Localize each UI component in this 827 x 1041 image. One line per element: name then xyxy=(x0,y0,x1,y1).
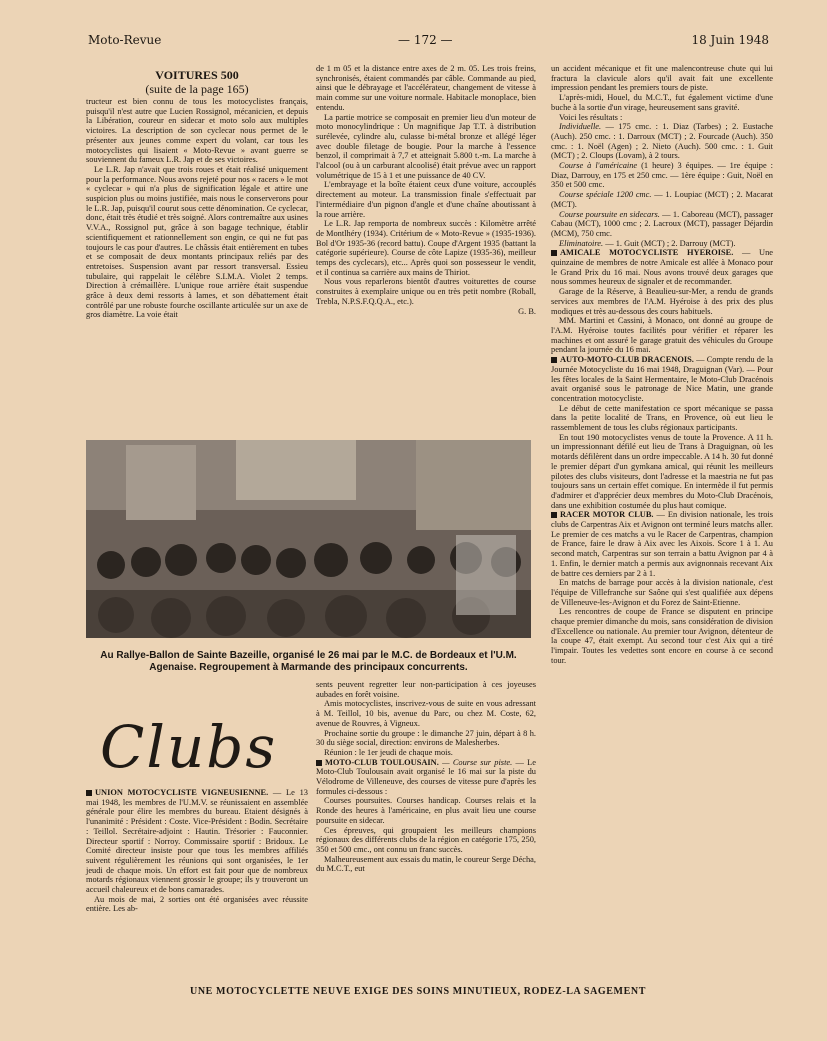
text-paragraph xyxy=(316,826,536,855)
article-signature: G. B. xyxy=(518,306,536,316)
paragraph-text: sents peuvent regretter leur non-participation à ces joyeuses aubades en forêt voisine. xyxy=(316,680,536,699)
clubs-column-1 xyxy=(86,788,308,914)
club-section-paragraph xyxy=(86,788,308,895)
club-section-paragraph xyxy=(316,758,536,797)
paragraph-text: En matchs de barrage pour accès à la division nationale, c'est l'équipe de Villefranche sur Saône qui s'est qualifiée aux dépens de Villeneuve-les-Avignon et du Forez de Saint-Etienne. xyxy=(551,578,773,607)
article-column-1 xyxy=(86,68,308,320)
footer-slogan: UNE MOTOCYCLETTE NEUVE EXIGE DES SOINS MINUTIEUX, RODEZ-LA SAGEMENT xyxy=(190,986,646,997)
text-paragraph xyxy=(551,239,773,249)
clubs-column-2 xyxy=(316,680,536,874)
text-paragraph xyxy=(551,404,773,433)
paragraph-text: Garage de la Réserve, à Beaulieu-sur-Mer, a rendu de grands services aux membres de l'A.M. Hyéroise à des prix des plus modiques et très au-dessous des cours habituels. xyxy=(551,287,773,316)
paragraph-text: un accident mécanique et fit une malencontreuse chute qui lui fractura la clavicule alors qu'il avait fait une excellente impression pendant les premiers tours de piste. xyxy=(551,64,773,93)
paragraph-text: Courses poursuites. Courses handicap. Courses relais et la Ronde des heures à l'américaine, en plus avait lieu une course poursuite en sidecar. xyxy=(316,796,536,825)
text-paragraph xyxy=(551,161,773,190)
paragraph-text: — Compte rendu de la Journée Motocycliste du 16 mai 1948, Draguignan (Var). — Pour les fêtes locales de la Saint Hermentaire, le Moto-Club Dracénois avait organisé sous le patronage de Nice Matin, une grande concentration motocycliste. xyxy=(551,355,773,403)
article-paragraph: tructeur est bien connu de tous les motocyclistes français, puisqu'il n'est autre que Lucien Rossignol, mécanicien, et depuis la Libération, coureur en sidecar et moto solo aux multiples victoires. La description de son cyclecar nous permet de le présenter aux jeunes comme expert du volant, car tous les motocyclistes qui lisaient « Moto-Revue » avant guerre se souviennent du fameux L.R. Jap et de ses victoires. xyxy=(86,97,308,165)
text-paragraph xyxy=(316,680,536,699)
paragraph-text: MM. Martini et Cassini, à Monaco, ont donné au groupe de l'A.M. Hyéroise toutes facilités pour vérifier et réparer les machines et ont assuré le garage gratuit des véhicules du Groupe pendant la journée du 16 mai. xyxy=(551,316,773,355)
paragraph-text: Ces épreuves, qui groupaient les meilleurs champions régionaux des différents clubs de la région en catégorie 175, 250, 350 et 500 cmc., ont connu un franc succès. xyxy=(316,825,536,854)
section-bullet-icon xyxy=(551,357,557,363)
article-paragraph: Nous vous reparlerons bientôt d'autres voiturettes de course construites à exemplaire unique ou en très petit nombre (Roball, Trebla, N.P.S.F.Q.Q.A., etc.). xyxy=(316,277,536,306)
text-paragraph xyxy=(551,287,773,316)
paragraph-text: — Le Moto-Club Toulousain avait organisé le 16 mai sur la piste du Vélodrome de Villeneuve, des courses de vitesse pure d'après les formules ci-dessous : xyxy=(316,757,536,796)
paragraph-lead: Course spéciale 1200 cmc. xyxy=(559,190,652,200)
paragraph-text: — Une quinzaine de membres de notre Amicale est allée à Monaco pour le Grand Prix du 16 mai. Nous avons trouvé deux garages que nous sommes heureux de signaler et de recommander. xyxy=(551,248,773,287)
header-page-number: — 172 — xyxy=(398,33,453,47)
article-paragraph: de 1 m 05 et la distance entre axes de 2 m. 05. Les trois freins, synchronisés, étaient commandés par câble. Commande au pied, ainsi que le débrayage et l'accélérateur, changement de vitesse à main comme sur une voiture normale. Habitacle monoplace, bien entendu. xyxy=(316,64,536,112)
paragraph-text: — 1. Guit (MCT) ; 2. Darrouy (MCT). xyxy=(603,238,736,248)
paragraph-text: Réunion : le 1er jeudi de chaque mois. xyxy=(324,747,453,757)
section-bullet-icon xyxy=(316,760,322,766)
paragraph-text: — 1. Caboreau (MCT), passager Cabau (MCT), 1000 cmc ; 2. Lacroux (MCT), passager Déjardin (MCM), 750 cmc. xyxy=(551,209,773,238)
paragraph-lead: Individuelle. xyxy=(559,122,602,132)
club-section-heading: MOTO-CLUB TOULOUSAIN. xyxy=(325,757,439,767)
article-column-2 xyxy=(316,64,536,316)
club-section-heading: UNION MOTOCYCLISTE VIGNEUSIENNE. xyxy=(95,788,269,797)
rally-photo-image xyxy=(86,440,531,638)
paragraph-lead: Eliminatoire. xyxy=(559,238,604,248)
section-bullet-icon xyxy=(86,790,92,796)
paragraph-text: Prochaine sortie du groupe : le dimanche 27 juin, départ à 8 h. 30 du siège social, direction: environs de Malesherbes. xyxy=(316,728,536,748)
text-paragraph xyxy=(551,433,773,511)
section-bullet-icon xyxy=(551,512,557,518)
text-paragraph xyxy=(551,210,773,239)
text-paragraph xyxy=(316,796,536,825)
text-paragraph xyxy=(551,64,773,93)
section-bullet-icon xyxy=(551,250,557,256)
article-paragraph: Le L.R. Jap remporta de nombreux succès : Kilomètre arrêté de Montlhéry (1934). Critérium de « Moto-Revue » (1935-1936). Bol d'Or 1935-36 (record battu). Coupe d'Argent 1935 (battant la catégorie supérieure). Course de côte Lapize (1935-36), meilleur temps des cyclecars), etc... Après quoi son possesseur le vendit, et il continua sa carrière aux mains de Thiriot. xyxy=(316,219,536,277)
text-paragraph xyxy=(316,855,536,874)
text-paragraph xyxy=(551,93,773,112)
text-paragraph xyxy=(551,190,773,209)
text-paragraph xyxy=(551,122,773,161)
article-paragraph: Le L.R. Jap n'avait que trois roues et était réalisé uniquement pour la performance. Nous avons rejeté pour nos « racers » le mot « cyclecar » qui n'a plus de signification légale et attire une suspicion plus ou moins justifiée, mais nous le conserverons pour le L.R. Jap, puisqu'il courut sous cette dénomination. Ce cyclecar, donc, était très étudié et très soigné. Alors contremaître aux usines V.V.A., Rossignol put, grâce à son bagage technique, établir scientifiquement et rationnellement son engin, ce qui ne fut pas toujours le cas pour d'autres. Le châssis était entièrement en tubes et se composait de deux montants principaux reliés par des entretoises. Suspension avant par ressort transversal. Essieu tubulaire, qui rappelait le célèbre S.I.M.A. Violet 2 temps. Direction à crémaillère. L'unique roue arrière était suspendue grâce à deux demi ressorts à lames, et son débattement était contrôlé par une robuste fourche oscillante articulée sur un axe de gros diamètre. La voie était xyxy=(86,164,308,320)
text-paragraph xyxy=(551,578,773,607)
paragraph-text: — 175 cmc. : 1. Diaz (Tarbes) ; 2. Eustache (Auch). 250 cmc. : 1. Darroux (MCT) ; 2. Fourcade (Auch). 350 cmc. : 1. Noël (Agen) ; 2. Nieto (Auch). 500 cmc. : 1. Guit (MCT) ; 2. Cloups (Lovam), à 2 tours. xyxy=(551,122,773,161)
text-paragraph xyxy=(316,699,536,728)
text-paragraph xyxy=(316,729,536,748)
club-section-paragraph xyxy=(551,248,773,287)
header-date: 18 Juin 1948 xyxy=(691,33,769,47)
photo-caption: Au Rallye-Ballon de Sainte Bazeille, organisé le 26 mai par le M.C. de Bordeaux et l'U.M. Agenaise. Regroupement à Marmande des principaux concurrents. xyxy=(100,650,517,673)
paragraph-text: Au mois de mai, 2 sorties ont été organisées avec réussite entière. Les ab- xyxy=(86,894,308,914)
text-paragraph xyxy=(316,748,536,758)
paragraph-text: En tout 190 motocyclistes venus de toute la Provence. A 11 h. un impressionnant défilé eut lieu de Trans à Draguignan, où les motards défilèrent dans un ordre impeccable. A 14 h. 30 fut donné le premier départ d'un gymkana amical, qui réunit les meilleurs pilotes des clubs visiteurs, dont l'adresse et la maestria ne fut pas toujours sans un certain effet comique. En intermède il fut permis d'admirer et d'apprécier deux membres du Moto-Club Dracénois, dans une exhibition costumée du plus haut comique. xyxy=(551,432,773,510)
paragraph-text: — 1. Loupiac (MCT) ; 2. Macarat (MCT). xyxy=(551,190,773,209)
paragraph-text: Malheureusement aux essais du matin, le coureur Serge Décha, du M.C.T., eut xyxy=(316,854,536,874)
paragraph-text: Amis motocyclistes, inscrivez-vous de suite en vous adressant à M. Teillol, 10 bis, avenue du Parc, ou chez M. Coste, 62, avenue de Rouvres, à Vigneux. xyxy=(316,699,536,728)
article-title: VOITURES 500 xyxy=(155,68,239,82)
text-paragraph xyxy=(86,895,308,914)
club-section-paragraph xyxy=(551,510,773,578)
paragraph-text: Voici les résultats : xyxy=(559,112,623,122)
club-section-heading: AMICALE MOTOCYCLISTE HYEROISE. xyxy=(560,248,734,258)
paragraph-text: Les rencontres de coupe de France se disputent en principe chaque premier dimanche du mois, sans considération de division d'Excellence ou nationale. Au premier tour Avignon, détenteur de la coupe 47, était exempt. Au second tour c'est Aix qui a tiré l'impair. Toutes les vedettes sont encore en course à ce second tour. xyxy=(551,607,773,665)
paragraph-lead: Course poursuite en sidecars. xyxy=(559,209,660,219)
club-section-heading: AUTO-MOTO-CLUB DRACENOIS. xyxy=(560,355,694,365)
text-paragraph xyxy=(551,607,773,665)
article-paragraph: La partie motrice se composait en premier lieu d'un moteur de moto monocylindrique : Un magnifique Jap T.T. à distribution surélevée, cylindre alu, culasse bi-métal bronze et allégé léger avec double filetage de bougie. Pour la marche à l'essence benzol, il comprimait à 7,7 et atteignait 5.800 t.-m. La marche à l'alcool (ou à un carburant alcoolisé) était prévue avec un rapport volumétrique de 15 à 1 et une puissance de 40 CV. xyxy=(316,112,536,180)
paragraph-text: — En division nationale, les trois clubs de Carpentras Aix et Avignon ont terminé leurs matchs aller. Le premier de ces matchs a vu le Racer de Carpentras, champion de France, faire le draw à Aix avec les Aixois. Score 1 à 1. Au second match, Carpentras sur son terrain a battu Avignon par 4 à 1. Enfin, le dernier match a permis aux avignonnais recevant Aix de battre ces derniers par 2 à 1. xyxy=(551,510,773,578)
paragraph-text: Le début de cette manifestation ce sport mécanique se passa dans la petite localité de Trans, en Provence, où eut lieu le rassemblement de tous les clubs régionaux participants. xyxy=(551,403,773,433)
paragraph-lead: — Course sur piste. xyxy=(438,757,513,767)
results-column xyxy=(551,64,773,954)
paragraph-lead: Course à l'américaine xyxy=(559,161,638,171)
article-paragraph: L'embrayage et la boîte étaient ceux d'une voiture, accouplés directement au moteur. La transmission finale s'effectuait par l'intermédiaire d'un pignon d'angle et d'une chaîne aboutissant à la roue arrière. xyxy=(316,180,536,219)
article-subtitle: (suite de la page 165) xyxy=(145,82,249,96)
club-section-heading: RACER MOTOR CLUB. xyxy=(560,510,654,520)
text-paragraph xyxy=(551,113,773,123)
header-magazine-name: Moto-Revue xyxy=(88,33,162,47)
club-section-paragraph xyxy=(551,355,773,404)
paragraph-text: — Le 13 mai 1948, les membres de l'U.M.V. se réunissaient en assemblée générale pour élire les membres du bureau. Etaient désignés à l'unanimité : Président : Coste. Vice-Président : Bodin. Secrétaire : Teillol. Secrétaire-adjoint : Hautin. Trésorier : Fauconnier. Directeur sportif : Norroy. Commissaire sportif : Bridoux. Le Comité directeur insiste pour que tous les membres affiliés suivent régulièrement les réunions qui sont organisées, le 1er jeudi de chaque mois. Un effort est fait pour que de nombreux motards régionaux viennent grossir le groupe; ils y trouveront un accueil chaleureux et de bons camarades. xyxy=(86,788,308,895)
rally-photo xyxy=(86,440,531,638)
clubs-section-logo: Clubs xyxy=(100,713,278,781)
paragraph-text: (1 heure) 3 équipes. — 1re équipe : Diaz, Darrouy, en 175 et 250 cmc. — 1ère équipe : Guit, Noël en 350 et 500 cmc. xyxy=(551,161,773,190)
paragraph-text: L'après-midi, Houel, du M.C.T., fut également victime d'une buche à la sortie d'un virage, heureusement sans gravité. xyxy=(551,93,773,112)
text-paragraph xyxy=(551,316,773,355)
